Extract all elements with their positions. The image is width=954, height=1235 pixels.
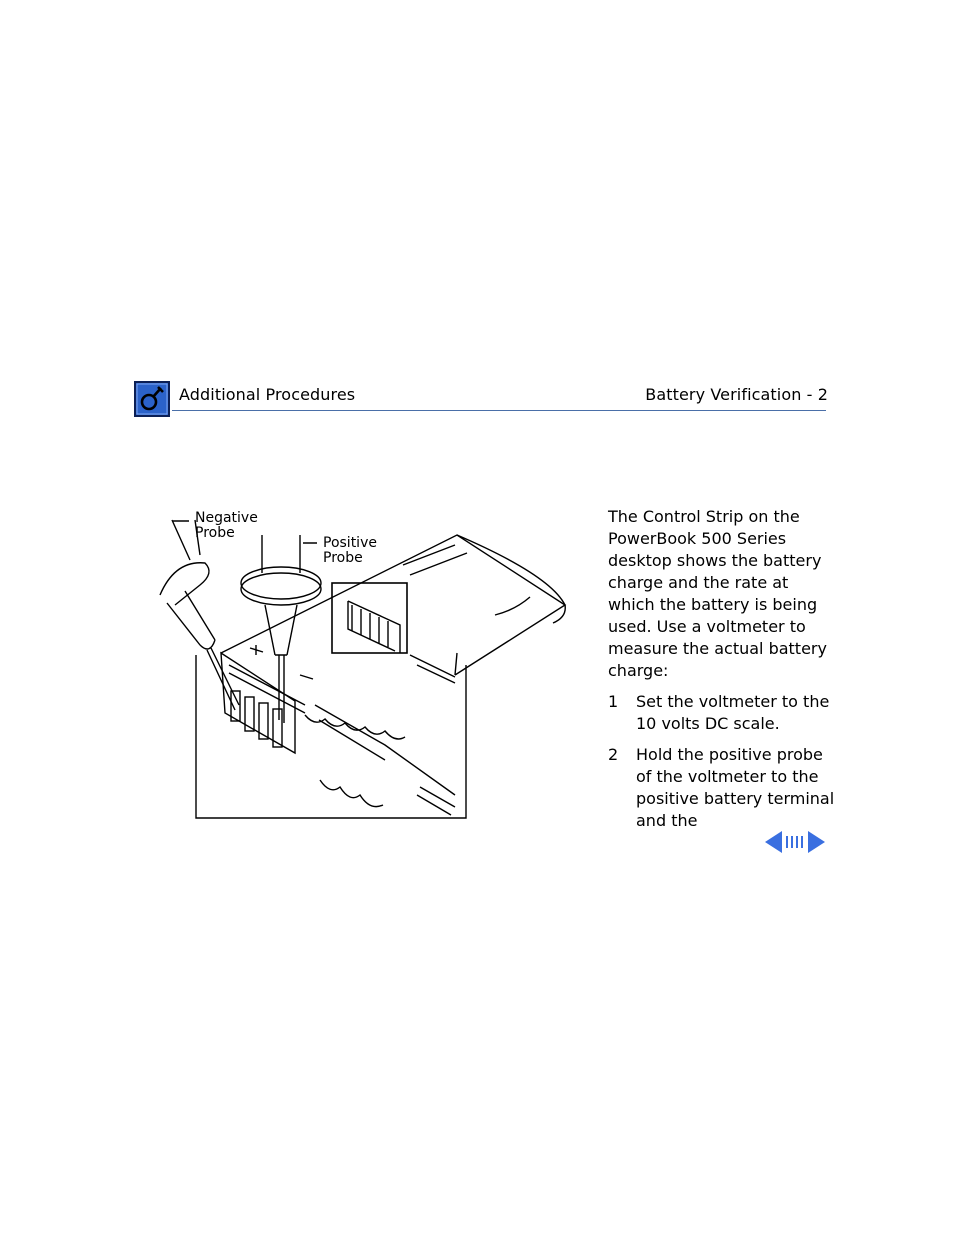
apple-toolbox-icon	[134, 381, 170, 417]
positive-probe-label	[323, 536, 377, 566]
right-arrow-icon[interactable]	[808, 831, 825, 853]
section-title: Additional Procedures	[179, 385, 356, 404]
left-arrow-icon[interactable]	[765, 831, 782, 853]
step-text: Hold the positive probe of the voltmeter to the positive battery terminal and the	[636, 745, 835, 830]
intro-paragraph: The Control Strip on the PowerBook 500 Series desktop shows the battery charge and the rate at which the battery is being used. Use a voltmeter to measure the actual battery charge:	[608, 507, 827, 680]
negative-probe-label	[195, 511, 258, 541]
step-text: Set the voltmeter to the 10 volts DC scale.	[636, 692, 830, 733]
step-number: 1	[608, 692, 619, 711]
list-item	[608, 691, 838, 735]
negative-label-line2: Probe	[195, 525, 235, 541]
step-number: 2	[608, 745, 619, 764]
page-title: Battery Verification - 2	[645, 385, 828, 404]
list-item	[608, 744, 838, 832]
instructions	[608, 506, 838, 841]
header-divider	[172, 410, 826, 411]
step-list	[608, 691, 838, 832]
positive-label-line2: Probe	[323, 550, 363, 566]
page-navigation	[764, 830, 826, 854]
negative-label-line1: Negative	[195, 510, 258, 526]
index-bars-icon[interactable]	[787, 836, 802, 848]
positive-label-line1: Positive	[323, 535, 377, 551]
